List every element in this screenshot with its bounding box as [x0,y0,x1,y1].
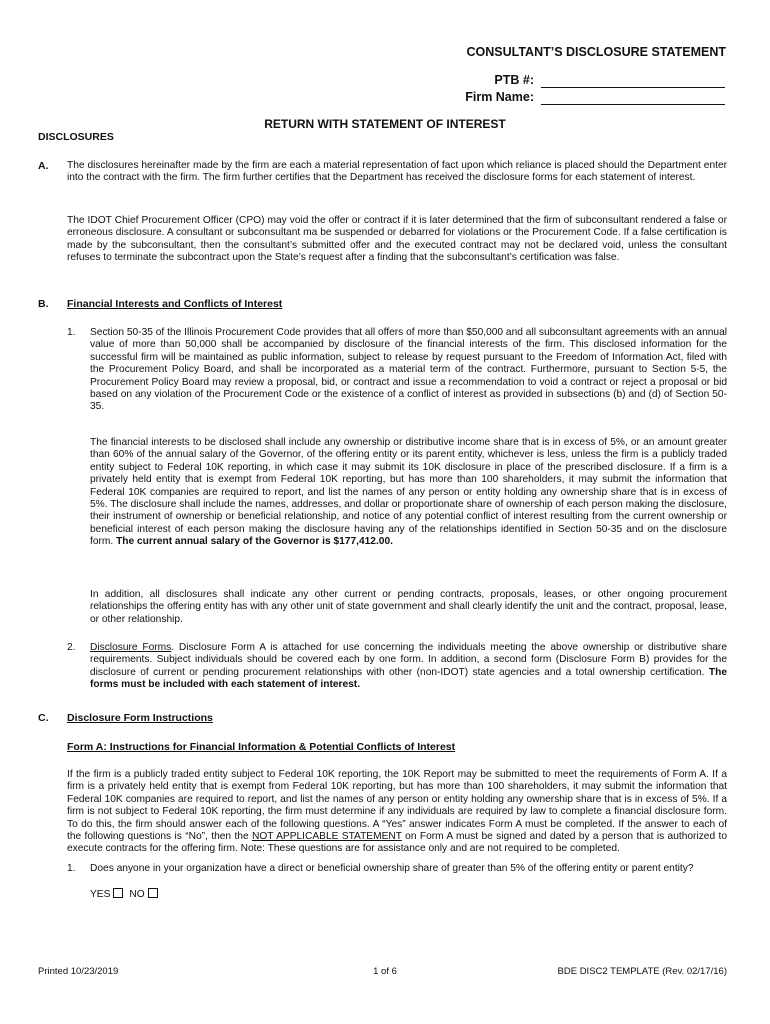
question-1-text: Does anyone in your organization have a direct or beneficial ownership share of greater than 5% of the offering entity or parent entity? [90,863,694,874]
disclosures-heading: DISCLOSURES [38,131,114,143]
section-a-paragraph-1: The disclosures hereinafter made by the firm are each a material representation of fact upon which reliance is placed should the Department enter into the contract with the firm. The firm further certifies that the Department has received the disclosure forms for each statement of interest. [67,160,727,184]
ptb-input[interactable] [541,74,725,88]
item-1-paragraph-2 [90,437,727,549]
section-a-letter: A. [38,160,49,172]
item-1-number: 1. [67,327,76,338]
subtitle [0,118,770,130]
template-revision: BDE DISC2 TEMPLATE (Rev. 02/17/16) [557,966,727,977]
yes-label: YES [90,889,111,900]
ptb-label: PTB #: [494,73,534,87]
section-a-paragraph-2: The IDOT Chief Procurement Officer (CPO) may void the offer or contract if it is later determined that the firm of subconsultant rendered a false or erroneous disclosure. A consultant or subconsultant ma be suspended or debarred for violations or the Procurement Code. If a false certification is made by the subconsultant, then the consultant’s submitted offer and the executed contract may not be declared void, unless the consultant refuses to terminate the subcontract upon the State’s request after a finding that the subconsultant’s certification was false. [67,215,727,264]
item-1-paragraph-2-text: The financial interests to be disclosed shall include any ownership or distributive income share that is in excess of 5%, or an amount greater than 60% of the annual salary of the Governor, of the offering entity or its parent entity, whichever is less, unless the firm is a publicly traded entity subject to Federal 10K reporting, in which case it may submit its 10K disclosure in place of the prescribed disclosure. If a firm is a privately held entity that is exempt from Federal 10K reporting, but has more than 100 shareholders, it may submit the information that Federal 10K companies are required to report, and list the names of any person or entity holding any ownership share that is in excess of 5%. The disclosure shall include the names, addresses, and dollar or proportionate share of ownership of each person making the disclosure, their instrument of ownership or beneficial relationship, and notice of any potential conflict of interest resulting from the current ownership or beneficial interest of each person making the disclosure having any of the relationships identified in Section 50-35 and on the disclosure form. [90,437,727,548]
page-number: 1 of 6 [373,966,397,977]
item-2-text: . Disclosure Form A is attached for use concerning the individuals meeting the above ownership or distributive share requirements. Subject individuals should be covered each by one form. In addition, a second form (Disclosure Form B) provides for the disclosure of current or pending procurement relationships with other (non-IDOT) state agencies and a total ownership certification. [90,642,727,678]
subtitle-text: RETURN WITH STATEMENT OF INTEREST [264,117,506,131]
item-2-paragraph [90,642,727,692]
no-label: NO [129,889,145,900]
section-c-heading: Disclosure Form Instructions [67,712,213,724]
printed-date: Printed 10/23/2019 [38,966,119,977]
firm-name-input[interactable] [541,91,725,105]
yes-checkbox[interactable] [113,888,123,898]
item-1-paragraph-3: In addition, all disclosures shall indicate any other current or pending contracts, proposals, leases, or other ongoing procurement relationships the offering entity has with any other unit of state government and shall clearly identify the unit and the contract, proposal, lease, or other relationship. [90,589,727,625]
section-c-letter: C. [38,712,49,724]
form-a-instructions-end: on Form A must be signed and dated by a person that is authorized to execute contracts for the offering firm. Note: These questions are for assistance only and are not required to be completed. [67,831,727,855]
form-a-instructions [67,769,727,856]
section-b-heading: Financial Interests and Conflicts of Interest [67,298,283,310]
firm-name-label: Firm Name: [465,90,534,104]
no-checkbox[interactable] [148,888,158,898]
disclosure-forms-label: Disclosure Forms [90,642,172,653]
document-title: CONSULTANT’S DISCLOSURE STATEMENT [466,45,726,59]
form-a-instructions-text: If the firm is a publicly traded entity subject to Federal 10K reporting, the 10K Report may be submitted to meet the requirements of Form A. If a firm is a privately held entity that is exempt from Federal 10K reporting, but has more than 100 shareholders, it may submit the information that Federal 10K companies are required to report, and list the names of any person or entity holding any ownership share that is in excess of 5%. If a firm is not subject to Federal 10K reporting, the firm must determine if any individuals are required by law to complete a financial disclosure form. To do this, the firm should answer each of the following questions. A “Yes” answer indicates Form A must be completed. If the answer to each of the following questions is “No”, then the [67,769,727,843]
item-2-number: 2. [67,642,76,653]
form-a-subheading: Form A: Instructions for Financial Information & Potential Conflicts of Interest [67,741,456,753]
section-b-letter: B. [38,298,49,310]
forms-required-note: The forms must be included with each statement of interest. [90,666,727,691]
question-1-answers [90,888,164,901]
governor-salary-note: The current annual salary of the Governor is $177,412.00. [116,536,393,548]
not-applicable-statement: NOT APPLICABLE STATEMENT [252,831,402,843]
question-1-number: 1. [67,863,76,874]
item-1-paragraph-1: Section 50-35 of the Illinois Procurement Code provides that all offers of more than $50,000 and all subconsultant agreements with an annual value of more than 50,000 shall be accompanied by disclosure of the financial interests of the firm. This disclosed information for the successful firm will be maintained as public information, subject to release by request pursuant to the Freedom of Information Act, filed with the Procurement Policy Board, and shall be incorporated as a material term of the contract. Furthermore, pursuant to Section 5-5, the Procurement Policy Board may review a proposal, bid, or contract and issue a recommendation to void a contract or reject a proposal or bid based on any violation of the Procurement Code or the existence of a conflict of interest as provided in subsections (b) and (d) of Section 50-35. [90,327,727,413]
